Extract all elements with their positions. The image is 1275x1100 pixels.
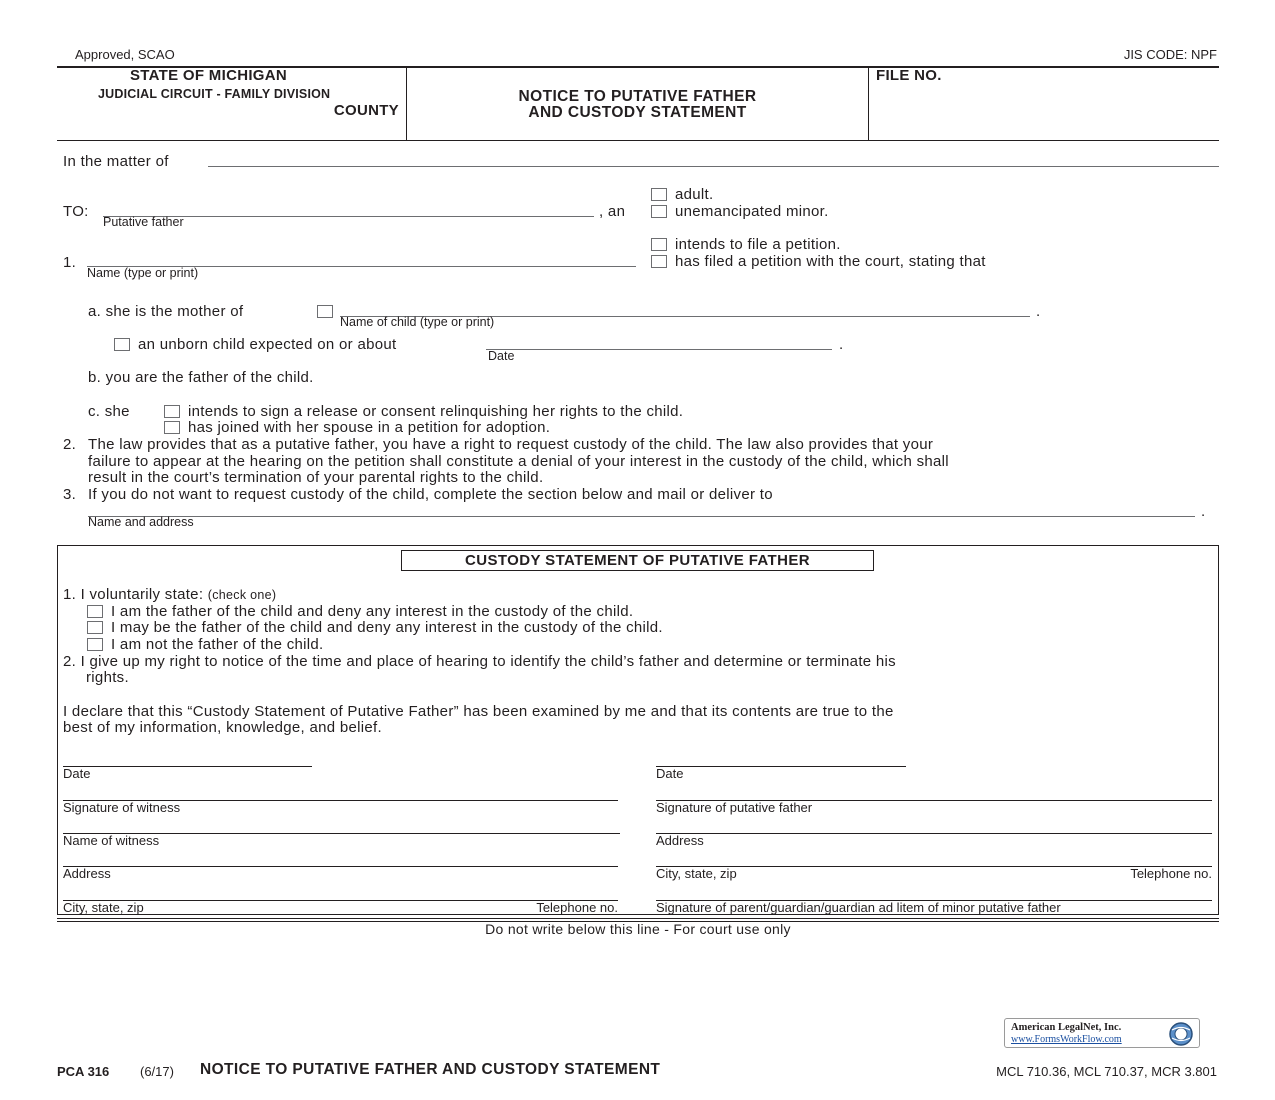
witness-signature-caption: Signature of witness — [63, 800, 181, 815]
adult-checkbox[interactable] — [651, 188, 667, 201]
logo-company-name: American LegalNet, Inc. — [1011, 1022, 1122, 1033]
child-name-caption: Name of child (type or print) — [340, 315, 495, 329]
unborn-child-label: an unborn child expected on or about — [138, 336, 397, 353]
file-no-label: FILE NO. — [876, 67, 942, 84]
witness-address-line[interactable] — [63, 866, 618, 867]
has-filed-checkbox[interactable] — [651, 255, 667, 268]
name-address-input-line[interactable] — [88, 516, 1195, 517]
father-city-caption: City, state, zip — [656, 866, 737, 881]
joined-spouse-checkbox[interactable] — [164, 421, 180, 434]
child-name-period: . — [1036, 303, 1041, 320]
to-label: TO: — [63, 203, 89, 220]
custody-s2-line2: rights. — [86, 669, 129, 686]
adult-label: adult. — [675, 186, 714, 203]
custody-opt2-label: I may be the father of the child and deny any interest in the custody of the child. — [111, 619, 663, 636]
right-date-line[interactable] — [656, 766, 906, 767]
matter-input-line[interactable] — [208, 166, 1219, 167]
has-filed-label: has filed a petition with the court, stating that — [675, 253, 986, 270]
expected-date-period: . — [839, 336, 844, 353]
item1a-label: a. she is the mother of — [88, 303, 244, 320]
witness-address-caption: Address — [63, 866, 111, 881]
item1b-label: b. you are the father of the child. — [88, 369, 314, 386]
header-bottom-rule — [57, 140, 1219, 141]
county-label: COUNTY — [333, 102, 399, 119]
intends-to-file-label: intends to file a petition. — [675, 236, 841, 253]
item3-number: 3. — [63, 486, 77, 503]
footer-revision: (6/17) — [140, 1064, 174, 1079]
name-address-caption: Name and address — [88, 515, 194, 529]
header-divider-right — [868, 67, 869, 141]
name-caption: Name (type or print) — [87, 266, 199, 280]
witness-city-line[interactable] — [63, 900, 618, 901]
matter-label: In the matter of — [63, 153, 169, 170]
left-date-caption: Date — [63, 766, 91, 781]
item2-line3: result in the court’s termination of your parental rights to the child. — [88, 469, 544, 486]
item1c-label: c. she — [88, 403, 130, 420]
witness-city-caption: City, state, zip — [63, 900, 144, 915]
item2-number: 2. — [63, 436, 77, 453]
father-telephone-caption: Telephone no. — [1130, 866, 1212, 881]
custody-opt1-label: I am the father of the child and deny any interest in the custody of the child. — [111, 603, 634, 620]
court-use-only-label: Do not write below this line - For court use only — [485, 921, 791, 937]
footer-statutes: MCL 710.36, MCL 710.37, MCR 3.801 — [996, 1064, 1217, 1079]
item2-line1: The law provides that as a putative father, you have a right to request custody of the child. The law also provides that your — [88, 436, 934, 453]
putative-father-caption: Putative father — [103, 215, 184, 229]
custody-s1-note: (check one) — [207, 588, 277, 602]
footer-form-code: PCA 316 — [57, 1064, 110, 1079]
custody-s1-label: 1. I voluntarily state: — [63, 586, 204, 603]
custody-opt3-label: I am not the father of the child. — [111, 636, 324, 653]
form-title-line1: NOTICE TO PUTATIVE FATHER — [518, 88, 757, 105]
custody-opt2-checkbox[interactable] — [87, 621, 103, 634]
father-signature-caption: Signature of putative father — [656, 800, 813, 815]
left-date-line[interactable] — [63, 766, 312, 767]
father-address-line[interactable] — [656, 833, 1212, 834]
state-label: STATE OF MICHIGAN — [130, 67, 288, 84]
name-address-period: . — [1201, 503, 1206, 520]
legalnet-logo — [1004, 1018, 1200, 1048]
father-city-line[interactable] — [656, 866, 1212, 867]
unemancipated-minor-label: unemancipated minor. — [675, 203, 829, 220]
father-address-caption: Address — [656, 833, 704, 848]
an-label: , an — [599, 203, 626, 220]
right-date-caption: Date — [656, 766, 684, 781]
expected-date-input-line[interactable] — [486, 349, 832, 350]
unborn-child-checkbox[interactable] — [114, 338, 130, 351]
custody-s1-row — [63, 586, 276, 603]
item2-line2: failure to appear at the hearing on the petition shall constitute a denial of your interest in the custody of the child, which shall — [88, 453, 949, 470]
mother-of-child-checkbox[interactable] — [317, 305, 333, 318]
intends-to-file-checkbox[interactable] — [651, 238, 667, 251]
footer-title: NOTICE TO PUTATIVE FATHER AND CUSTODY STATEMENT — [200, 1061, 661, 1078]
item1-number: 1. — [63, 254, 77, 271]
joined-spouse-label: has joined with her spouse in a petition for adoption. — [188, 419, 551, 436]
jis-code: JIS CODE: NPF — [1123, 47, 1217, 62]
expected-date-caption: Date — [488, 349, 515, 363]
custody-opt3-checkbox[interactable] — [87, 638, 103, 651]
custody-opt1-checkbox[interactable] — [87, 605, 103, 618]
release-consent-checkbox[interactable] — [164, 405, 180, 418]
logo-url[interactable]: www.FormsWorkFlow.com — [1011, 1034, 1122, 1045]
custody-s2-line1: 2. I give up my right to notice of the time and place of hearing to identify the child’s father and determine or terminate his — [63, 653, 896, 670]
release-consent-label: intends to sign a release or consent relinquishing her rights to the child. — [188, 403, 684, 420]
declaration-line1: I declare that this “Custody Statement of Putative Father” has been examined by me and that its contents are true to the — [63, 703, 894, 720]
witness-telephone-caption: Telephone no. — [536, 900, 618, 915]
unemancipated-minor-checkbox[interactable] — [651, 205, 667, 218]
item3-text: If you do not want to request custody of the child, complete the section below and mail or deliver to — [88, 486, 773, 503]
circuit-label: JUDICIAL CIRCUIT - FAMILY DIVISION — [98, 87, 331, 101]
declaration-line2: best of my information, knowledge, and belief. — [63, 719, 382, 736]
court-use-rule-1 — [57, 918, 1219, 919]
custody-statement-title: CUSTODY STATEMENT OF PUTATIVE FATHER — [401, 550, 874, 571]
globe-icon — [1168, 1021, 1194, 1047]
approved-label: Approved, SCAO — [75, 47, 175, 62]
form-title-line2: AND CUSTODY STATEMENT — [528, 104, 747, 121]
guardian-signature-caption: Signature of parent/guardian/guardian ad litem of minor putative father — [656, 900, 1061, 915]
witness-name-caption: Name of witness — [63, 833, 160, 848]
